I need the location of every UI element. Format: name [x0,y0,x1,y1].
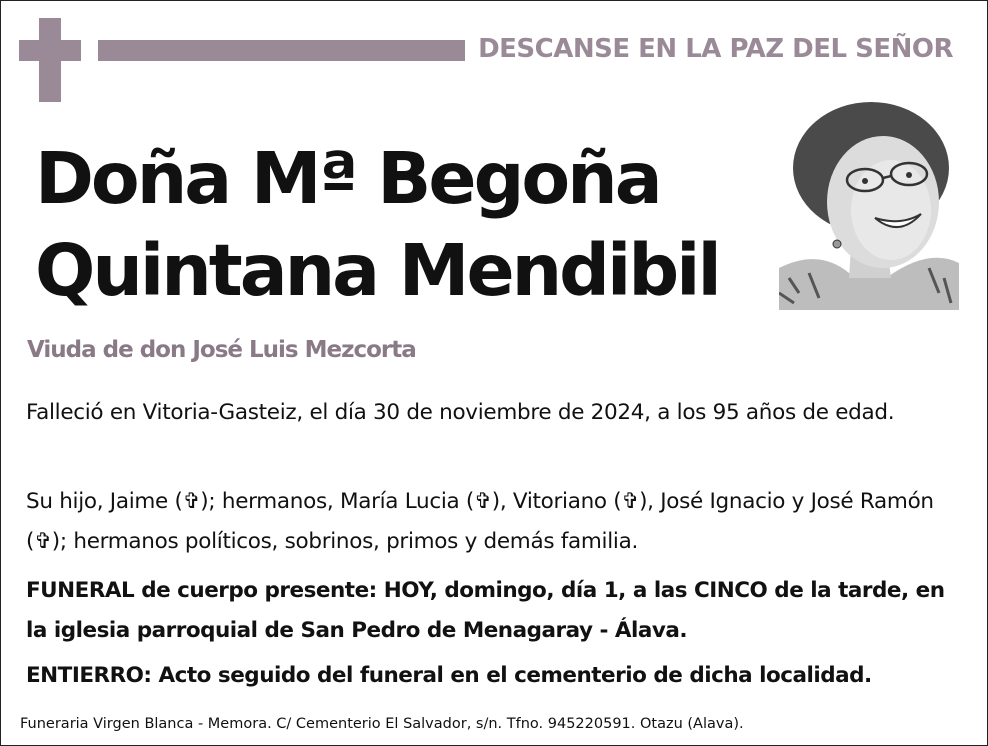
cross-icon-arm [19,40,81,61]
deceased-name-line2: Quintana Mendibil [35,229,719,312]
portrait-photo [779,98,959,310]
header-motto: DESCANSE EN LA PAZ DEL SEÑOR [478,34,953,64]
family-paragraph: Su hijo, Jaime (✞); hermanos, María Lucia (✞), Vitoriano (✞), José Ignacio y José Ramón (✞); hermanos políticos, sobrinos, primos y demás familia. [26,489,934,554]
death-notice-paragraph: Falleció en Vitoria-Gasteiz, el día 30 de noviembre de 2024, a los 95 años de edad. [26,400,895,425]
burial-paragraph: ENTIERRO: Acto seguido del funeral en el cementerio de dicha localidad. [26,663,872,688]
funeral-paragraph: FUNERAL de cuerpo presente: HOY, domingo, día 1, a las CINCO de la tarde, en la iglesia parroquial de San Pedro de Menagaray - Álava. [26,578,945,643]
funeral-home-footer: Funeraria Virgen Blanca - Memora. C/ Cementerio El Salvador, s/n. Tfno. 945220591. Otazu (Alava). [20,716,744,732]
header-divider-bar [98,40,465,61]
widow-of-text: Viuda de don José Luis Mezcorta [27,337,416,363]
deceased-name-line1: Doña Mª Begoña [35,137,660,220]
deceased-name [35,133,719,317]
